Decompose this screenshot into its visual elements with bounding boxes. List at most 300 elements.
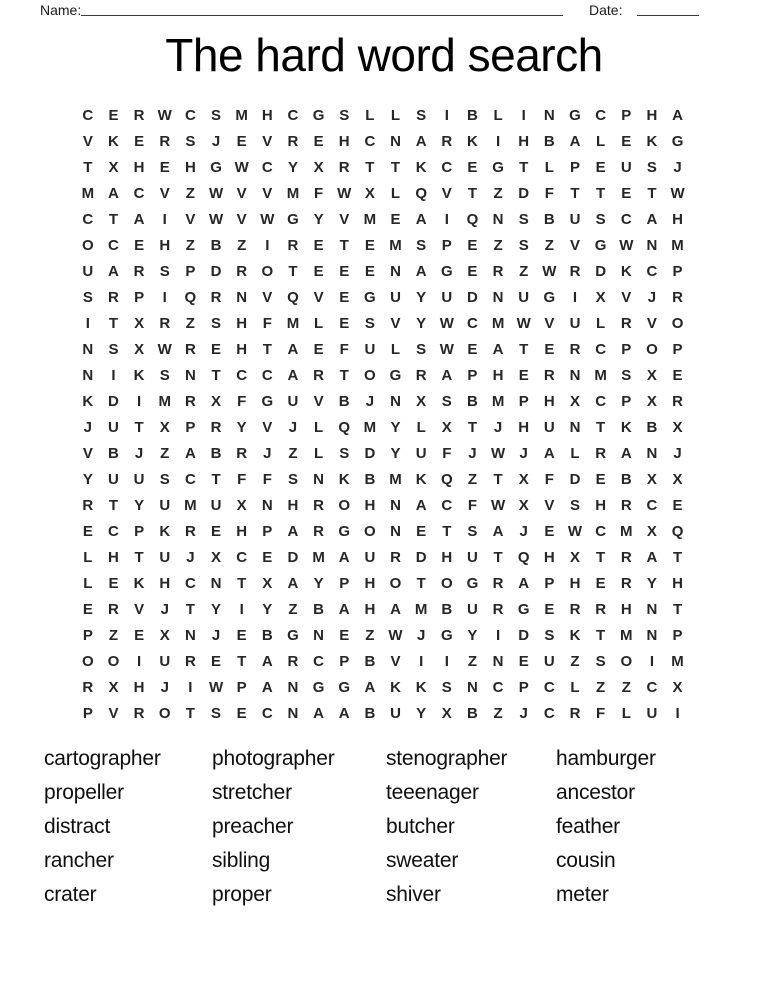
grid-cell: C: [108, 522, 119, 540]
grid-cell: R: [441, 132, 453, 150]
grid-cell: C: [133, 184, 145, 202]
grid-cell: P: [134, 288, 145, 306]
grid-cell: L: [390, 340, 401, 358]
grid-cell: A: [261, 678, 273, 696]
grid-cell: X: [646, 522, 657, 540]
grid-cell: G: [338, 678, 351, 696]
grid-cell: E: [339, 288, 350, 306]
grid-cell: A: [287, 574, 299, 592]
grid-cell: U: [415, 444, 427, 462]
grid-cell: A: [184, 444, 196, 462]
grid-cell: Z: [493, 184, 503, 202]
grid-cell: M: [184, 496, 197, 514]
grid-cell: M: [389, 236, 402, 254]
word-list-item: sibling: [212, 849, 271, 872]
word-list-item: rancher: [44, 849, 114, 872]
grid-cell: M: [620, 626, 633, 644]
word-list-item: teeenager: [386, 781, 479, 804]
grid-cell: D: [210, 262, 222, 280]
grid-cell: B: [364, 470, 376, 488]
grid-cell: N: [646, 236, 658, 254]
grid-cell: M: [389, 470, 402, 488]
grid-cell: H: [338, 132, 350, 150]
grid-cell: N: [390, 522, 401, 540]
grid-cell: F: [596, 704, 606, 722]
grid-cell: G: [312, 106, 325, 124]
grid-cell: I: [162, 210, 167, 228]
grid-cell: G: [492, 158, 504, 176]
grid-cell: X: [646, 366, 657, 384]
grid-cell: L: [390, 184, 401, 202]
grid-cell: X: [646, 392, 657, 410]
grid-cell: G: [466, 574, 479, 592]
grid-cell: B: [364, 704, 376, 722]
grid-cell: A: [646, 210, 658, 228]
page-title: The hard word search: [165, 29, 603, 81]
word-list-item: meter: [556, 883, 609, 906]
grid-cell: J: [493, 418, 503, 436]
word-list-item: distract: [44, 815, 111, 838]
grid-cell: Z: [544, 236, 554, 254]
grid-cell: W: [619, 236, 634, 254]
grid-cell: O: [671, 314, 684, 332]
grid-cell: H: [236, 314, 248, 332]
grid-cell: B: [543, 132, 555, 150]
grid-cell: P: [621, 340, 632, 358]
grid-cell: P: [82, 626, 93, 644]
grid-cell: O: [646, 340, 658, 358]
grid-cell: O: [261, 262, 274, 280]
grid-cell: Z: [596, 678, 606, 696]
grid-cell: H: [236, 340, 248, 358]
grid-cell: V: [185, 210, 196, 228]
grid-cell: D: [518, 184, 530, 202]
grid-cell: Z: [185, 236, 195, 254]
grid-cell: Z: [570, 652, 580, 670]
grid-cell: J: [647, 288, 657, 306]
grid-cell: X: [646, 470, 657, 488]
word-list-item: crater: [44, 883, 97, 906]
grid-cell: V: [236, 210, 247, 228]
grid-cell: P: [467, 366, 478, 384]
grid-cell: B: [620, 470, 632, 488]
grid-cell: P: [262, 522, 273, 540]
grid-cell: H: [518, 418, 530, 436]
grid-cell: M: [414, 600, 428, 618]
grid-cell: P: [569, 158, 580, 176]
grid-cell: R: [620, 496, 632, 514]
grid-cell: P: [518, 392, 529, 410]
grid-cell: E: [134, 132, 145, 150]
grid-cell: E: [159, 158, 170, 176]
grid-cell: R: [159, 132, 171, 150]
grid-cell: E: [467, 262, 478, 280]
grid-cell: R: [569, 600, 581, 618]
grid-cell: W: [439, 340, 454, 358]
grid-cell: M: [363, 418, 377, 436]
grid-cell: A: [543, 444, 555, 462]
grid-cell: R: [620, 548, 632, 566]
grid-cell: J: [519, 522, 528, 540]
grid-cell: A: [338, 600, 350, 618]
grid-cell: T: [493, 470, 503, 488]
grid-cell: R: [184, 652, 196, 670]
grid-cell: L: [83, 548, 93, 566]
grid-cell: G: [312, 678, 325, 696]
grid-cell: Y: [134, 496, 145, 514]
grid-cell: J: [186, 548, 195, 566]
grid-cell: T: [211, 470, 221, 488]
grid-cell: B: [543, 210, 555, 228]
grid-cell: I: [162, 288, 167, 306]
grid-cell: H: [184, 158, 196, 176]
grid-cell: J: [160, 600, 169, 618]
grid-cell: E: [313, 132, 324, 150]
grid-cell: G: [440, 262, 453, 280]
grid-cell: X: [211, 392, 222, 410]
grid-cell: O: [364, 366, 376, 384]
grid-cell: G: [543, 288, 556, 306]
grid-cell: T: [467, 418, 478, 436]
grid-cell: S: [416, 236, 427, 254]
grid-cell: T: [83, 158, 93, 176]
grid-cell: N: [646, 600, 658, 618]
grid-cell: T: [596, 418, 606, 436]
grid-cell: H: [364, 574, 376, 592]
grid-cell: E: [672, 496, 683, 514]
grid-cell: E: [82, 522, 93, 540]
grid-cell: Q: [415, 184, 427, 202]
grid-cell: O: [620, 652, 633, 670]
grid-cell: P: [185, 262, 196, 280]
grid-cell: Z: [467, 470, 478, 488]
grid-cell: Y: [390, 444, 401, 462]
grid-cell: N: [184, 366, 196, 384]
grid-cell: E: [544, 340, 555, 358]
grid-cell: T: [134, 418, 144, 436]
grid-cell: K: [569, 626, 581, 644]
grid-cell: U: [159, 548, 171, 566]
grid-cell: F: [544, 470, 554, 488]
grid-cell: C: [595, 340, 607, 358]
word-list-item: sweater: [386, 849, 459, 872]
grid-cell: U: [210, 496, 222, 514]
grid-cell: J: [211, 626, 221, 644]
grid-cell: B: [441, 600, 453, 618]
grid-cell: J: [211, 132, 221, 150]
grid-cell: E: [313, 340, 324, 358]
grid-cell: O: [364, 522, 376, 540]
word-list-item: hamburger: [556, 747, 656, 770]
grid-cell: V: [390, 652, 401, 670]
grid-cell: B: [313, 600, 324, 618]
grid-cell: J: [134, 444, 144, 462]
grid-cell: A: [287, 340, 299, 358]
word-list-item: propeller: [44, 781, 124, 804]
grid-cell: T: [365, 158, 375, 176]
grid-cell: R: [82, 678, 94, 696]
grid-cell: J: [83, 418, 92, 436]
word-list-item: cousin: [556, 849, 616, 872]
grid-cell: S: [108, 340, 119, 358]
word-list-item: stretcher: [212, 781, 292, 804]
grid-cell: W: [208, 210, 224, 228]
grid-cell: L: [621, 704, 631, 722]
grid-cell: U: [467, 600, 478, 618]
grid-cell: H: [543, 392, 555, 410]
grid-cell: T: [467, 184, 478, 202]
grid-cell: R: [210, 418, 222, 436]
grid-cell: E: [416, 522, 427, 540]
grid-cell: U: [467, 548, 478, 566]
grid-cell: A: [108, 262, 119, 280]
grid-cell: W: [157, 340, 172, 358]
grid-cell: C: [82, 210, 94, 228]
grid-cell: E: [211, 340, 222, 358]
grid-cell: T: [672, 600, 683, 618]
grid-cell: S: [159, 262, 170, 280]
grid-cell: R: [82, 496, 94, 514]
grid-cell: B: [467, 392, 478, 410]
grid-cell: B: [338, 392, 350, 410]
grid-cell: M: [491, 314, 505, 332]
grid-cell: E: [339, 626, 350, 644]
grid-cell: C: [646, 262, 658, 280]
grid-cell: W: [490, 444, 506, 462]
grid-cell: B: [210, 236, 222, 254]
grid-cell: A: [415, 132, 427, 150]
grid-cell: R: [595, 444, 607, 462]
grid-cell: Z: [288, 600, 298, 618]
grid-cell: T: [672, 548, 683, 566]
grid-cell: N: [492, 288, 504, 306]
grid-cell: U: [108, 418, 119, 436]
grid-cell: E: [313, 236, 324, 254]
grid-cell: H: [159, 574, 171, 592]
grid-cell: L: [544, 158, 554, 176]
grid-cell: L: [365, 106, 375, 124]
grid-cell: H: [646, 106, 658, 124]
grid-cell: W: [670, 184, 685, 202]
grid-cell: W: [260, 210, 275, 228]
grid-cell: J: [416, 626, 426, 644]
grid-cell: R: [236, 262, 248, 280]
grid-cell: A: [415, 262, 427, 280]
grid-cell: J: [160, 678, 169, 696]
grid-cell: S: [416, 106, 427, 124]
grid-cell: L: [570, 678, 580, 696]
grid-cell: Q: [184, 288, 197, 306]
grid-cell: C: [108, 236, 119, 254]
grid-cell: X: [108, 678, 119, 696]
grid-cell: C: [646, 678, 658, 696]
grid-cell: N: [390, 132, 401, 150]
grid-cell: H: [133, 678, 145, 696]
grid-cell: Z: [237, 236, 247, 254]
word-list-item: cartographer: [44, 747, 161, 770]
grid-cell: N: [569, 418, 581, 436]
grid-cell: E: [595, 158, 606, 176]
grid-cell: J: [468, 444, 477, 462]
grid-cell: T: [262, 340, 272, 358]
grid-cell: Y: [211, 600, 222, 618]
grid-cell: G: [261, 392, 274, 410]
grid-cell: R: [108, 600, 119, 618]
grid-cell: E: [211, 522, 222, 540]
grid-cell: H: [159, 236, 171, 254]
grid-cell: G: [338, 522, 351, 540]
grid-cell: A: [108, 184, 119, 202]
grid-cell: S: [364, 314, 375, 332]
grid-cell: Z: [160, 444, 170, 462]
grid-cell: V: [262, 132, 273, 150]
word-column: [386, 742, 507, 912]
grid-cell: C: [184, 574, 196, 592]
name-fill-in-line[interactable]: [81, 0, 563, 16]
grid-cell: G: [210, 158, 222, 176]
grid-cell: C: [287, 106, 299, 124]
grid-cell: S: [518, 210, 529, 228]
grid-cell: E: [518, 652, 529, 670]
grid-cell: Q: [338, 418, 351, 436]
grid-cell: G: [364, 288, 376, 306]
grid-cell: R: [415, 366, 427, 384]
grid-cell: X: [595, 288, 606, 306]
grid-cell: R: [569, 340, 581, 358]
grid-cell: Z: [467, 652, 478, 670]
grid-cell: M: [363, 210, 377, 228]
grid-cell: R: [492, 600, 504, 618]
grid-cell: M: [286, 314, 300, 332]
grid-cell: T: [237, 574, 247, 592]
grid-cell: E: [211, 652, 222, 670]
grid-cell: X: [569, 392, 580, 410]
grid-cell: E: [236, 132, 247, 150]
grid-cell: P: [236, 678, 247, 696]
grid-cell: R: [620, 574, 632, 592]
grid-cell: D: [287, 548, 299, 566]
grid-cell: F: [262, 470, 272, 488]
grid-cell: R: [184, 392, 196, 410]
grid-cell: I: [444, 652, 449, 670]
grid-cell: R: [338, 158, 350, 176]
grid-cell: I: [137, 652, 142, 670]
grid-cell: X: [441, 418, 452, 436]
grid-cell: U: [441, 288, 453, 306]
grid-cell: G: [517, 600, 530, 618]
grid-cell: L: [314, 444, 324, 462]
word-list-item: shiver: [386, 883, 441, 906]
grid-cell: F: [314, 184, 324, 202]
grid-cell: W: [490, 496, 506, 514]
grid-cell: K: [646, 132, 658, 150]
grid-cell: N: [287, 704, 299, 722]
grid-cell: V: [82, 444, 93, 462]
grid-cell: X: [159, 418, 170, 436]
grid-cell: U: [543, 418, 555, 436]
grid-cell: E: [108, 574, 119, 592]
grid-cell: N: [261, 496, 273, 514]
grid-cell: N: [646, 626, 658, 644]
grid-cell: N: [569, 366, 581, 384]
grid-cell: Z: [365, 626, 375, 644]
grid-cell: L: [596, 314, 606, 332]
grid-cell: Q: [466, 210, 479, 228]
grid-cell: X: [416, 392, 427, 410]
grid-cell: R: [108, 288, 119, 306]
grid-cell: E: [364, 262, 375, 280]
grid-cell: V: [441, 184, 452, 202]
grid-cell: R: [569, 704, 581, 722]
grid-cell: H: [108, 548, 119, 566]
grid-cell: V: [159, 184, 170, 202]
grid-cell: C: [236, 366, 248, 384]
grid-cell: A: [261, 652, 273, 670]
grid-cell: V: [108, 704, 119, 722]
grid-cell: D: [364, 444, 376, 462]
grid-cell: W: [337, 184, 352, 202]
grid-cell: V: [390, 314, 401, 332]
grid-cell: M: [671, 236, 684, 254]
grid-cell: X: [236, 496, 247, 514]
grid-cell: N: [287, 678, 299, 696]
grid-cell: O: [107, 652, 120, 670]
grid-cell: R: [313, 522, 324, 540]
grid-cell: Y: [416, 288, 427, 306]
grid-cell: R: [492, 574, 504, 592]
grid-cell: R: [313, 366, 324, 384]
grid-cell: O: [440, 574, 453, 592]
grid-cell: P: [672, 626, 683, 644]
grid-cell: K: [82, 392, 94, 410]
grid-cell: M: [671, 652, 684, 670]
grid-cell: B: [364, 652, 376, 670]
grid-cell: R: [620, 314, 632, 332]
grid-cell: G: [287, 626, 299, 644]
grid-cell: X: [672, 418, 683, 436]
grid-cell: E: [236, 626, 247, 644]
grid-cell: E: [236, 704, 247, 722]
grid-cell: E: [82, 600, 93, 618]
grid-cell: O: [81, 652, 94, 670]
grid-cell: R: [133, 704, 145, 722]
grid-cell: J: [365, 392, 375, 410]
grid-cell: N: [82, 366, 94, 384]
grid-cell: C: [313, 652, 324, 670]
grid-cell: E: [621, 184, 632, 202]
grid-cell: A: [492, 522, 504, 540]
grid-cell: X: [134, 314, 145, 332]
grid-cell: U: [390, 704, 401, 722]
grid-cell: K: [159, 522, 171, 540]
grid-cell: K: [467, 132, 478, 150]
grid-cell: E: [108, 106, 119, 124]
grid-cell: T: [108, 496, 119, 514]
name-label: Name:: [40, 2, 82, 18]
grid-cell: K: [620, 262, 632, 280]
grid-cell: L: [314, 314, 324, 332]
grid-cell: C: [620, 210, 632, 228]
date-fill-in-line[interactable]: [637, 0, 699, 16]
grid-cell: Y: [646, 574, 657, 592]
grid-cell: Y: [416, 704, 427, 722]
grid-cell: A: [338, 704, 350, 722]
grid-cell: U: [620, 158, 632, 176]
grid-cell: C: [184, 106, 196, 124]
grid-cell: F: [339, 340, 349, 358]
grid-cell: A: [672, 106, 683, 124]
grid-cell: U: [518, 288, 530, 306]
